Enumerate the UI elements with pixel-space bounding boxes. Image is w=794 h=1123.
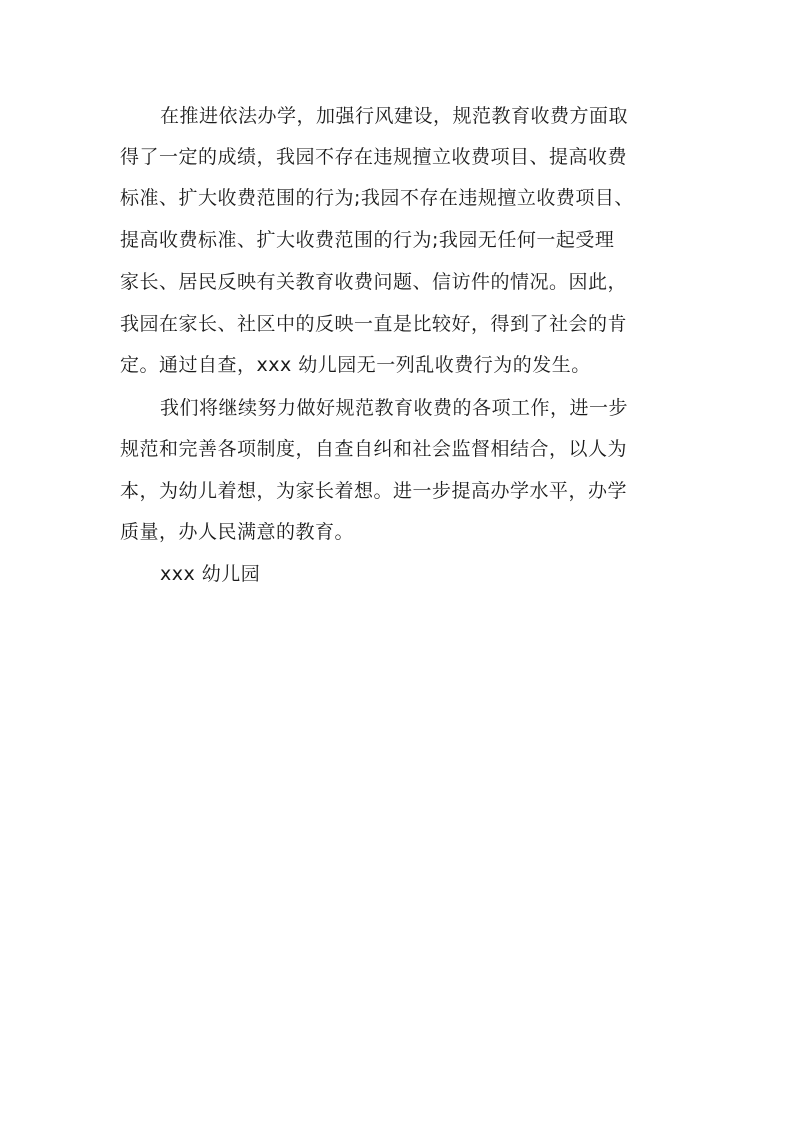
paragraph-1-line-5: 家长、居民反映有关教育收费问题、信访件的情况。因此， <box>120 271 628 293</box>
paragraph-1-line-4: 提高收费标准、扩大收费范围的行为;我园无任何一起受理 <box>120 229 615 251</box>
paragraph-1-line-2: 得了一定的成绩，我园不存在违规擅立收费项目、提高收费 <box>120 146 628 168</box>
paragraph-2-line-4: 质量，办人民满意的教育。 <box>120 521 355 543</box>
paragraph-2-line-2: 规范和完善各项制度，自查自纠和社会监督相结合，以人为 <box>120 438 628 460</box>
paragraph-1-line-1: 在推进依法办学，加强行风建设，规范教育收费方面取 <box>160 105 629 127</box>
paragraph-1-line-7: 定。通过自查，xxx 幼儿园无一列乱收费行为的发生。 <box>120 354 591 376</box>
paragraph-2-line-1: 我们将继续努力做好规范教育收费的各项工作，进一步 <box>160 397 629 419</box>
paragraph-1-line-6: 我园在家长、社区中的反映一直是比较好，得到了社会的肯 <box>120 313 628 335</box>
signature: xxx 幼儿园 <box>160 563 261 585</box>
paragraph-1-line-3: 标准、扩大收费范围的行为;我园不存在违规擅立收费项目、 <box>120 187 634 209</box>
paragraph-2-line-3: 本，为幼儿着想，为家长着想。进一步提高办学水平，办学 <box>120 480 628 502</box>
